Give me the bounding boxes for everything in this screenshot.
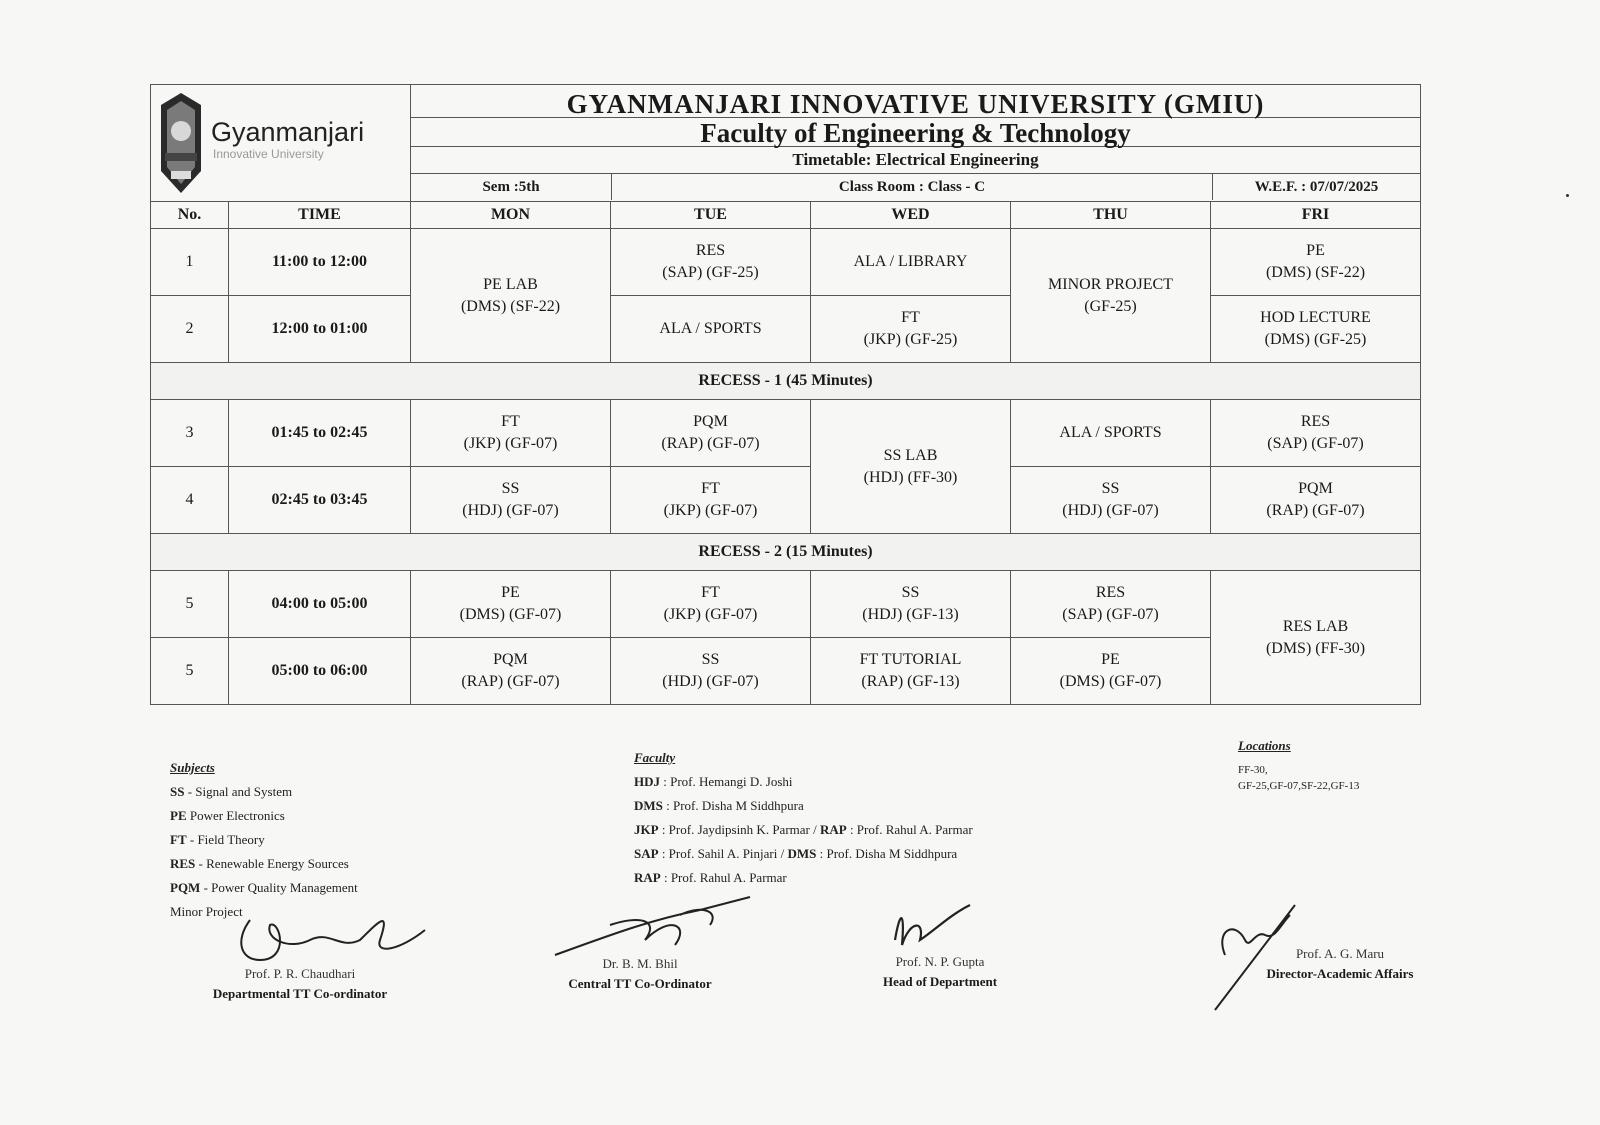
- timetable-table: [150, 84, 1421, 705]
- col-tue: TUE: [611, 202, 811, 229]
- row-time: 11:00 to 12:00: [229, 229, 411, 296]
- subject-item: PE Power Electronics: [170, 808, 285, 823]
- university-crest-icon: [157, 91, 205, 195]
- row-no: 5: [151, 638, 229, 705]
- cell-fri-3: RES (SAP) (GF-07): [1211, 400, 1421, 467]
- signatory-role: Central TT Co-Ordinator: [568, 976, 712, 991]
- faculty-legend: [634, 746, 973, 890]
- row-time: 01:45 to 02:45: [229, 400, 411, 467]
- header-cell: [411, 85, 1421, 202]
- signatory-role: Departmental TT Co-ordinator: [212, 986, 388, 1001]
- subject-item: FT - Field Theory: [170, 832, 265, 847]
- cell-fri-1: PE (DMS) (SF-22): [1211, 229, 1421, 296]
- row-no: 3: [151, 400, 229, 467]
- cell-tue-1: RES (SAP) (GF-25): [611, 229, 811, 296]
- locations-heading: Locations: [1238, 738, 1291, 753]
- cell-thu-3: ALA / SPORTS: [1011, 400, 1211, 467]
- cell-wed-3-4: SS LAB (HDJ) (FF-30): [811, 400, 1011, 534]
- col-fri: FRI: [1211, 202, 1421, 229]
- faculty-item: SAP : Prof. Sahil A. Pinjari / DMS : Prof. Disha M Siddhpura: [634, 846, 958, 861]
- semester-label: Sem :5th: [411, 174, 612, 200]
- classroom-label: Class Room : Class - C: [612, 174, 1213, 200]
- row-no: 2: [151, 296, 229, 363]
- locations-line-1: FF-30,: [1238, 764, 1268, 776]
- col-thu: THU: [1011, 202, 1211, 229]
- university-title: GYANMANJARI INNOVATIVE UNIVERSITY (GMIU): [411, 87, 1420, 118]
- subject-item: Minor Project: [170, 904, 243, 919]
- signature-block-1: [190, 966, 410, 1002]
- row-time: 02:45 to 03:45: [229, 467, 411, 534]
- signatory-name: Prof. P. R. Chaudhari: [244, 966, 356, 981]
- logo-cell: [151, 85, 411, 202]
- col-mon: MON: [411, 202, 611, 229]
- cell-mon-3: FT (JKP) (GF-07): [411, 400, 611, 467]
- cell-wed-1: ALA / LIBRARY: [811, 229, 1011, 296]
- cell-thu-4: SS (HDJ) (GF-07): [1011, 467, 1211, 534]
- cell-tue-4: FT (JKP) (GF-07): [611, 467, 811, 534]
- cell-tue-5: FT (JKP) (GF-07): [611, 571, 811, 638]
- subjects-legend: [170, 756, 358, 924]
- cell-fri-4: PQM (RAP) (GF-07): [1211, 467, 1421, 534]
- signatory-name: Prof. A. G. Maru: [1295, 946, 1385, 961]
- col-time: TIME: [229, 202, 411, 229]
- logo: [157, 91, 404, 195]
- signatory-name: Prof. N. P. Gupta: [895, 954, 985, 969]
- wef-label: W.E.F. : 07/07/2025: [1254, 178, 1379, 195]
- col-wed: WED: [811, 202, 1011, 229]
- row-time: 05:00 to 06:00: [229, 638, 411, 705]
- faculty-title: Faculty of Engineering & Technology: [411, 118, 1420, 147]
- col-no: No.: [151, 202, 229, 229]
- cell-tue-6: SS (HDJ) (GF-07): [611, 638, 811, 705]
- faculty-item: JKP : Prof. Jaydipsinh K. Parmar / RAP : Prof. Rahul A. Parmar: [634, 822, 973, 837]
- signatory-role: Head of Department: [882, 974, 998, 989]
- row-no: 4: [151, 467, 229, 534]
- recess-1: RECESS - 1 (45 Minutes): [151, 363, 1421, 400]
- logo-wordmark: Gyanmanjari: [211, 117, 365, 147]
- row-time: 04:00 to 05:00: [229, 571, 411, 638]
- faculty-item: RAP : Prof. Rahul A. Parmar: [634, 870, 787, 885]
- row-time: 12:00 to 01:00: [229, 296, 411, 363]
- cell-thu-6: PE (DMS) (GF-07): [1011, 638, 1211, 705]
- recess-2: RECESS - 2 (15 Minutes): [151, 534, 1421, 571]
- signature-bhil-icon: [550, 895, 760, 965]
- signatory-role: Director-Academic Affairs: [1266, 966, 1414, 981]
- timetable-sheet: [150, 84, 1420, 705]
- signature-block-4: [1240, 946, 1440, 982]
- timetable-title: Timetable: Electrical Engineering: [411, 147, 1420, 174]
- signature-block-2: [540, 956, 740, 992]
- cell-fri-2: HOD LECTURE (DMS) (GF-25): [1211, 296, 1421, 363]
- info-row: [411, 174, 1420, 200]
- subject-item: PQM - Power Quality Management: [170, 880, 358, 895]
- signature-chaudhari-icon: [230, 900, 430, 970]
- cell-mon-4: SS (HDJ) (GF-07): [411, 467, 611, 534]
- row-no: 1: [151, 229, 229, 296]
- faculty-heading: Faculty: [634, 750, 676, 765]
- subject-item: RES - Renewable Energy Sources: [170, 856, 349, 871]
- locations-legend: [1238, 738, 1359, 794]
- signatory-name: Dr. B. M. Bhil: [602, 956, 678, 971]
- stray-dot: [1566, 194, 1569, 197]
- subject-item: SS - Signal and System: [170, 784, 293, 799]
- cell-mon-5: PE (DMS) (GF-07): [411, 571, 611, 638]
- cell-mon-1-2: PE LAB (DMS) (SF-22): [411, 229, 611, 363]
- signature-gupta-icon: [880, 900, 980, 960]
- logo-subtitle: Innovative University: [213, 147, 324, 161]
- cell-wed-5: SS (HDJ) (GF-13): [811, 571, 1011, 638]
- subjects-heading: Subjects: [170, 760, 215, 775]
- cell-fri-5-6: RES LAB (DMS) (FF-30): [1211, 571, 1421, 705]
- cell-thu-5: RES (SAP) (GF-07): [1011, 571, 1211, 638]
- signature-block-3: [860, 954, 1020, 990]
- cell-wed-6: FT TUTORIAL (RAP) (GF-13): [811, 638, 1011, 705]
- cell-mon-6: PQM (RAP) (GF-07): [411, 638, 611, 705]
- cell-thu-1-2: MINOR PROJECT (GF-25): [1011, 229, 1211, 363]
- cell-wed-2: FT (JKP) (GF-25): [811, 296, 1011, 363]
- cell-tue-3: PQM (RAP) (GF-07): [611, 400, 811, 467]
- cell-tue-2: ALA / SPORTS: [611, 296, 811, 363]
- locations-line-2: GF-25,GF-07,SF-22,GF-13: [1238, 780, 1360, 792]
- faculty-item: DMS : Prof. Disha M Siddhpura: [634, 798, 804, 813]
- faculty-item: HDJ : Prof. Hemangi D. Joshi: [634, 774, 793, 789]
- row-no: 5: [151, 571, 229, 638]
